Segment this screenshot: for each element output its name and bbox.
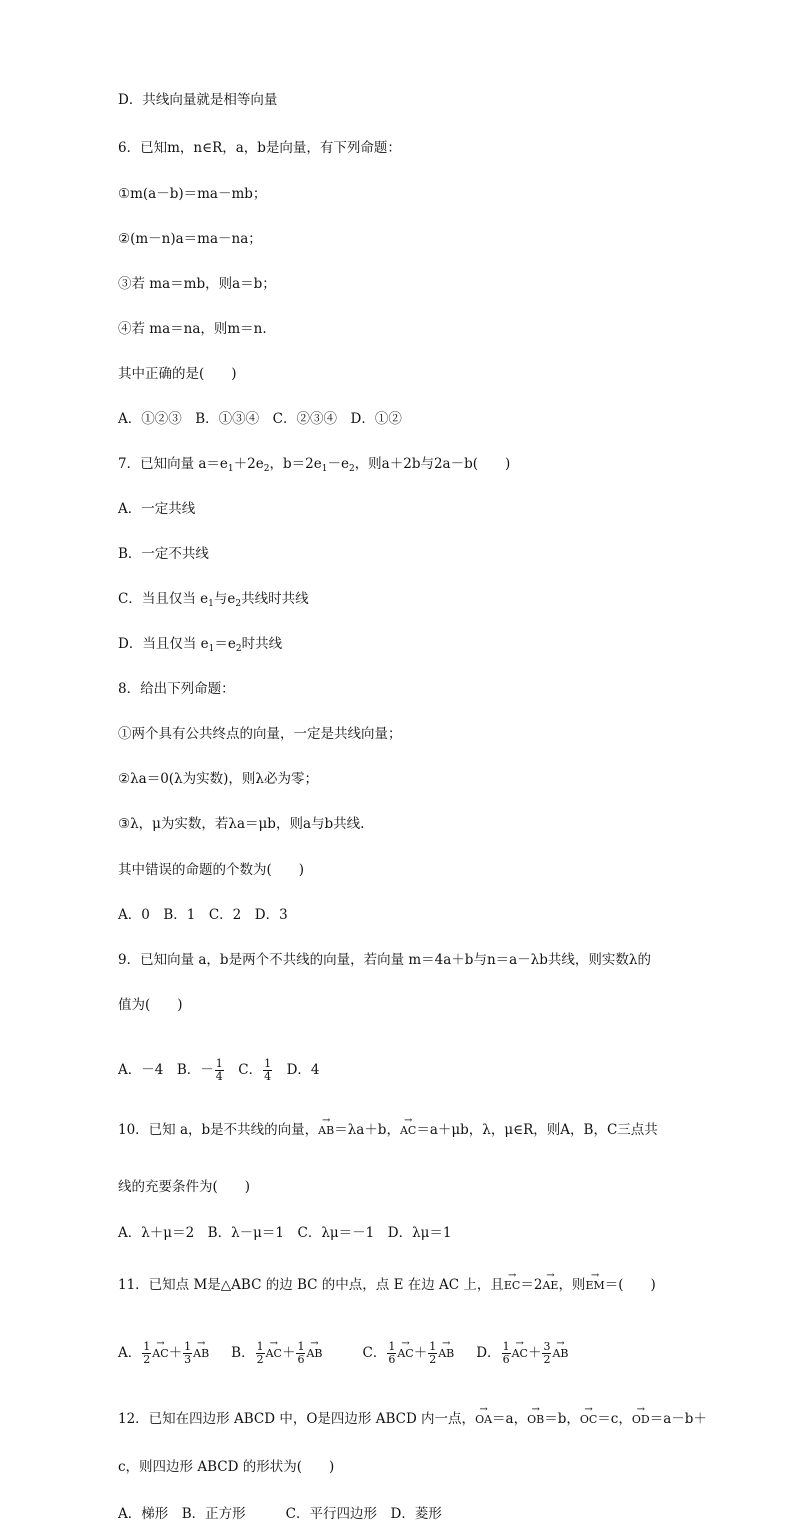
q7-d-text-b: ＝e xyxy=(214,636,236,652)
q7-option-a: A．一定共线 xyxy=(118,501,196,517)
q7-option-c xyxy=(118,590,698,608)
q10-stem-line-1 xyxy=(118,1121,698,1140)
q8-question: 其中错误的命题的个数为( ) xyxy=(118,862,305,878)
q11-b-frac-2-den: 6 xyxy=(297,1353,305,1366)
q7-option-d xyxy=(118,635,698,653)
q11-options xyxy=(118,1341,698,1366)
q11-plus: ＋ xyxy=(168,1345,183,1361)
vector-oa: → OA xyxy=(475,1411,492,1429)
q11-plus: ＋ xyxy=(281,1345,296,1361)
vector-oc: → OC xyxy=(580,1411,597,1429)
vector-em: → EM xyxy=(585,1277,604,1295)
q6-options: A．①②③ B．①③④ C．②③④ D．①② xyxy=(118,411,402,427)
q7-text-b: ＋2e xyxy=(233,456,264,472)
q7-c-text-b: 与e xyxy=(213,591,236,607)
q10-stem-line-2: 线的充要条件为( ) xyxy=(118,1179,251,1195)
q8-prop-2: ②λa＝0(λ为实数)，则λ必为零； xyxy=(118,771,318,787)
q5-option-d: D．共线向量就是相等向量 xyxy=(118,92,278,108)
q11-a-frac-2-num: 1 xyxy=(184,1340,192,1353)
q9-option-ab: A．－4 B．－ xyxy=(118,1062,214,1078)
vector-ab: → AB xyxy=(306,1345,322,1363)
q11-plus: ＋ xyxy=(527,1345,542,1361)
q11-b-frac-1 xyxy=(256,1341,265,1366)
vector-ab: → AB xyxy=(552,1345,568,1363)
vector-ac: → AC xyxy=(266,1345,282,1363)
q11-b-frac-2-num: 1 xyxy=(297,1340,305,1353)
q11-d-frac-2 xyxy=(542,1341,551,1366)
vector-ab: → AB xyxy=(193,1345,209,1363)
q7-text-c: ，b＝2e xyxy=(269,456,322,472)
q9-stem-line-1: 9．已知向量 a，b是两个不共线的向量，若向量 m＝4a＋b与n＝a－λb共线，则实数λ的 xyxy=(118,952,651,968)
q12-text-e: ＝a－b＋ xyxy=(649,1411,707,1427)
q12-options-cd: C．平行四边形 D．菱形 xyxy=(285,1506,442,1522)
q8-options: A．0 B．1 C．2 D．3 xyxy=(118,907,288,923)
q9-c-numerator: 1 xyxy=(264,1057,272,1070)
q7-text-d: －e xyxy=(327,456,349,472)
q7-option-b: B．一定不共线 xyxy=(118,546,209,562)
q11-a-frac-1 xyxy=(142,1341,151,1366)
q11-b-frac-2 xyxy=(296,1341,305,1366)
q12-stem-line-2: c，则四边形 ABCD 的形状为( ) xyxy=(118,1459,335,1475)
q11-option-b-label: B． xyxy=(231,1345,255,1361)
q11-text-c: ，则 xyxy=(558,1277,586,1293)
q6-question: 其中正确的是( ) xyxy=(118,366,237,382)
vector-ab: → AB xyxy=(318,1122,334,1140)
q7-text-a: 7．已知向量 a＝e xyxy=(118,456,228,472)
document-page xyxy=(118,92,707,1522)
q9-fraction-c xyxy=(263,1058,272,1083)
q7-d-text-a: D．当且仅当 e xyxy=(118,636,209,652)
q7-c-text-a: C．当且仅当 e xyxy=(118,591,209,607)
q10-options: A．λ＋μ＝2 B．λ－μ＝1 C．λμ＝－1 D．λμ＝1 xyxy=(118,1225,452,1241)
q7-c-text-c: 共线时共线 xyxy=(241,591,309,607)
q11-a-frac-1-den: 2 xyxy=(143,1353,151,1366)
q6-prop-1: ①m(a－b)＝ma－mb； xyxy=(118,186,267,202)
q11-a-frac-2-den: 3 xyxy=(184,1353,192,1366)
vector-ae: → AE xyxy=(542,1277,558,1295)
q9-c-denominator: 4 xyxy=(264,1070,272,1083)
q11-c-frac-1-den: 6 xyxy=(388,1353,396,1366)
q7-sub-2: 2 xyxy=(263,464,270,474)
q7-d-sub-2: 2 xyxy=(235,644,242,654)
q9-option-d: D．4 xyxy=(273,1062,320,1078)
q7-d-sub-1: 1 xyxy=(208,644,215,654)
q11-b-frac-1-num: 1 xyxy=(256,1340,264,1353)
q11-stem xyxy=(118,1276,698,1295)
q11-c-frac-2-den: 2 xyxy=(429,1353,437,1366)
q11-d-frac-1-den: 6 xyxy=(502,1353,510,1366)
q9-stem-line-2: 值为( ) xyxy=(118,997,183,1013)
q12-options-ab: A．梯形 B．正方形 xyxy=(118,1506,246,1522)
q11-plus: ＋ xyxy=(413,1345,428,1361)
vector-ac: → AC xyxy=(397,1345,413,1363)
q11-a-frac-2 xyxy=(183,1341,192,1366)
q10-text-a: 10．已知 a，b是不共线的向量， xyxy=(118,1122,319,1138)
q11-b-frac-1-den: 2 xyxy=(256,1353,264,1366)
q11-text-d: ＝( ) xyxy=(604,1277,656,1293)
q11-option-a-label: A． xyxy=(118,1345,142,1361)
q7-d-text-c: 时共线 xyxy=(241,636,283,652)
q9-b-numerator: 1 xyxy=(215,1057,223,1070)
q7-sub-1: 1 xyxy=(227,464,234,474)
q11-c-frac-2-num: 1 xyxy=(429,1340,437,1353)
vector-ac: → AC xyxy=(512,1345,528,1363)
q7-stem xyxy=(118,455,698,473)
q7-c-sub-1: 1 xyxy=(208,599,214,609)
q12-text-c: ＝b， xyxy=(544,1411,580,1427)
q11-text-a: 11．已知点 M是△ABC 的边 BC 的中点，点 E 在边 AC 上，且 xyxy=(118,1277,504,1293)
vector-ac: → AC xyxy=(152,1345,168,1363)
q8-prop-3: ③λ，μ为实数，若λa＝μb，则a与b共线. xyxy=(118,816,365,832)
q7-c-sub-2: 2 xyxy=(235,599,242,609)
vector-ab: → AB xyxy=(438,1345,454,1363)
q6-prop-4: ④若 ma＝na，则m＝n. xyxy=(118,321,267,337)
q7-sub-3: 1 xyxy=(321,464,328,474)
q11-option-c-label: C． xyxy=(362,1345,387,1361)
q12-options xyxy=(118,1505,698,1523)
q6-prop-3: ③若 ma＝mb，则a＝b； xyxy=(118,276,276,292)
q12-text-d: ＝c， xyxy=(597,1411,632,1427)
q11-d-frac-1-num: 1 xyxy=(502,1340,510,1353)
q11-d-frac-2-num: 3 xyxy=(543,1340,551,1353)
q9-b-denominator: 4 xyxy=(215,1070,223,1083)
q10-text-b: ＝λa＋b， xyxy=(334,1122,400,1138)
q9-fraction-b xyxy=(215,1058,224,1083)
q12-text-b: ＝a， xyxy=(492,1411,528,1427)
vector-ec: → EC xyxy=(504,1277,520,1295)
q11-c-frac-1 xyxy=(387,1341,396,1366)
vector-od: → OD xyxy=(632,1411,650,1429)
q9-options xyxy=(118,1058,698,1083)
q7-text-e: ，则a＋2b与2a－b( ) xyxy=(354,456,511,472)
q11-a-frac-1-num: 1 xyxy=(143,1340,151,1353)
q11-c-frac-1-num: 1 xyxy=(388,1340,396,1353)
q7-sub-4: 2 xyxy=(348,464,355,474)
q8-prop-1: ①两个具有公共终点的向量，一定是共线向量； xyxy=(118,726,402,742)
q9-option-c-label: C． xyxy=(224,1062,263,1078)
q11-text-b: ＝2 xyxy=(520,1277,543,1293)
vector-ob: → OB xyxy=(527,1411,544,1429)
q12-stem-line-1 xyxy=(118,1410,707,1429)
q6-prop-2: ②(m－n)a＝ma－na； xyxy=(118,231,262,247)
q12-text-a: 12．已知在四边形 ABCD 中，O是四边形 ABCD 内一点， xyxy=(118,1411,476,1427)
q11-d-frac-1 xyxy=(502,1341,511,1366)
vector-ac: → AC xyxy=(400,1122,416,1140)
q11-option-d-label: D． xyxy=(476,1345,501,1361)
q10-text-c: ＝a＋μb，λ，μ∈R，则A，B，C三点共 xyxy=(416,1122,658,1138)
q11-c-frac-2 xyxy=(428,1341,437,1366)
q6-stem: 6．已知m，n∈R，a，b是向量，有下列命题： xyxy=(118,140,401,156)
q8-stem: 8．给出下列命题： xyxy=(118,681,235,697)
q11-d-frac-2-den: 2 xyxy=(543,1353,551,1366)
